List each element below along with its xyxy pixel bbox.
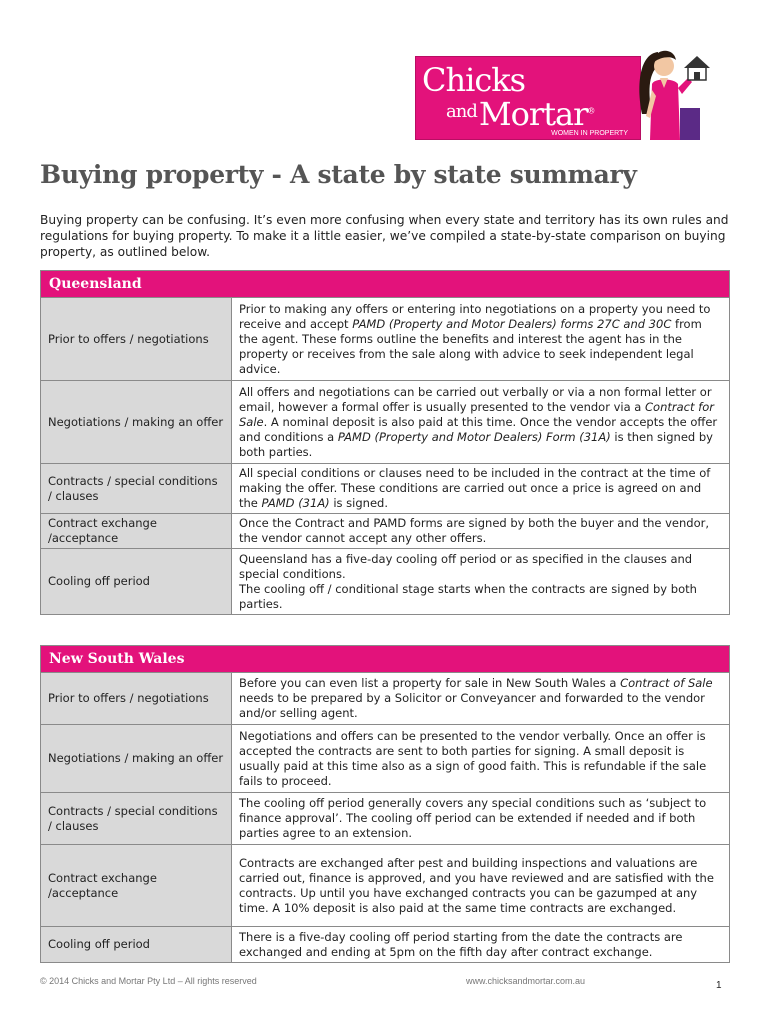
logo-word-and: and [446, 101, 477, 122]
row-description: All offers and negotiations can be carried out verbally or via a non formal letter or email, however a formal offer is usually presented to the vendor via a Contract for Sale. A nominal deposit is also paid at this time. Once the vendor accepts the offer and conditions a PAMD (Property and Motor Dealers) Form (31A) is then signed by both parties. [232, 381, 730, 464]
row-label: Contract exchange /acceptance [41, 514, 232, 549]
row-description: Prior to making any offers or entering into negotiations on a property you need to receive and accept PAMD (Property and Motor Dealers) forms 27C and 30C from the agent. These forms outline the benefits and interest the agent has in the property or receives from the sale along with advice to seek independent legal advice. [232, 298, 730, 381]
cooling-off-paragraph-1: Queensland has a five-day cooling off period or as specified in the clauses and special conditions. [239, 551, 693, 581]
queensland-table [40, 270, 730, 615]
new-south-wales-table [40, 645, 730, 963]
footer-website-link[interactable]: www.chicksandmortar.com.au [466, 976, 586, 986]
cooling-off-paragraph-2: The cooling off / conditional stage starts when the contracts are signed by both parties. [239, 581, 697, 611]
chicks-and-mortar-logo [415, 56, 641, 140]
row-description: All special conditions or clauses need to be included in the contract at the time of making the offer. These conditions are carried out once a price is agreed on and the PAMD (31A) is signed. [232, 464, 730, 514]
logo-tagline: WOMEN IN PROPERTY [551, 130, 628, 137]
intro-paragraph: Buying property can be confusing. It’s even more confusing when every state and territory has its own rules and regulations for buying property. To make it a little easier, we’ve compiled a state-by-state comparison on buying property, as outlined below. [40, 213, 729, 259]
row-description [232, 549, 730, 615]
row-label: Contract exchange /acceptance [41, 845, 232, 927]
row-label: Negotiations / making an offer [41, 381, 232, 464]
row-label: Prior to offers / negotiations [41, 298, 232, 381]
page-title: Buying property - A state by state summary [40, 160, 637, 189]
nsw-heading: New South Wales [41, 646, 730, 673]
page-number: 1 [716, 980, 722, 991]
row-label: Cooling off period [41, 549, 232, 615]
row-label: Prior to offers / negotiations [41, 673, 232, 725]
woman-with-house-illustration [618, 44, 718, 140]
row-description: There is a five-day cooling off period starting from the date the contracts are exchanged and ending at 5pm on the fifth day after contract exchange. [232, 927, 730, 963]
row-label: Contracts / special conditions / clauses [41, 793, 232, 845]
row-description: Negotiations and offers can be presented to the vendor verbally. Once an offer is accepted the contracts are sent to both parties for signing. A small deposit is usually paid at this time also as a sign of good faith. This is refundable if the sale fails to proceed. [232, 725, 730, 793]
row-label: Contracts / special conditions / clauses [41, 464, 232, 514]
logo-word-chicks: Chicks [422, 61, 526, 99]
row-description: Before you can even list a property for sale in New South Wales a Contract of Sale needs to be prepared by a Solicitor or Conveyancer and forwarded to the vendor and/or selling agent. [232, 673, 730, 725]
row-description: Contracts are exchanged after pest and building inspections and valuations are carried out, finance is approved, and you have reviewed and are satisfied with the contracts. Up until you have exchanged contracts you can be gazumped at any time. A 10% deposit is also paid at the same time contracts are exchanged. [232, 845, 730, 927]
logo-word-mortar-line [446, 95, 594, 133]
row-description: Once the Contract and PAMD forms are signed by both the buyer and the vendor, the vendor cannot accept any other offers. [232, 514, 730, 549]
row-description: The cooling off period generally covers any special conditions such as ‘subject to finance approval’. The cooling off period can be extended if needed and if both parties agree to an extension. [232, 793, 730, 845]
footer-copyright: © 2014 Chicks and Mortar Pty Ltd – All rights reserved [40, 976, 257, 986]
row-label: Cooling off period [41, 927, 232, 963]
logo-registered-mark: ® [587, 106, 595, 116]
logo-word-mortar: Mortar [478, 95, 588, 133]
queensland-heading: Queensland [41, 271, 730, 298]
row-label: Negotiations / making an offer [41, 725, 232, 793]
